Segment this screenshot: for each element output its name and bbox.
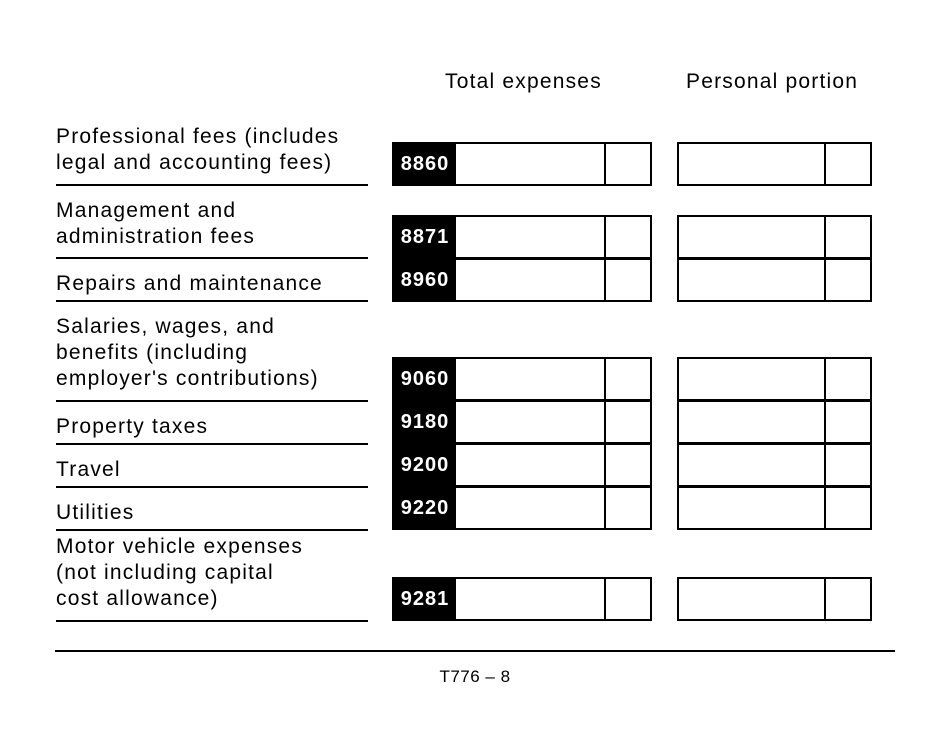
line-code-8960: 8960	[392, 258, 458, 302]
total-expenses-cents-field-9180[interactable]	[604, 400, 652, 444]
total-expenses-cents-field-8960[interactable]	[604, 258, 652, 302]
row-label-management-fees	[56, 198, 368, 259]
personal-portion-cents-field-8960[interactable]	[824, 258, 872, 302]
total-expenses-field-9200[interactable]	[456, 443, 606, 487]
line-code-9281: 9281	[392, 577, 458, 621]
total-expenses-field-9180[interactable]	[456, 400, 606, 444]
row-label-professional-fees	[56, 124, 368, 186]
personal-portion-field-8860[interactable]	[677, 142, 826, 186]
label-line: Motor vehicle expenses	[56, 535, 304, 558]
personal-portion-field-9220[interactable]	[677, 486, 826, 530]
page-number: T776 – 8	[439, 667, 511, 686]
label-line: Professional fees (includes	[56, 125, 340, 148]
personal-portion-field-9281[interactable]	[677, 577, 826, 621]
footer-divider	[55, 650, 895, 652]
total-expenses-field-8960[interactable]	[456, 258, 606, 302]
label-line: benefits (including	[56, 341, 249, 364]
total-expenses-cents-field-9220[interactable]	[604, 486, 652, 530]
line-code-8860: 8860	[392, 142, 458, 186]
personal-portion-cents-field-8871[interactable]	[824, 215, 872, 259]
label-line: Utilities	[56, 501, 135, 524]
label-line: Management and	[56, 199, 237, 222]
personal-portion-field-9180[interactable]	[677, 400, 826, 444]
label-line: Salaries, wages, and	[56, 315, 275, 338]
row-label-motor-vehicle	[56, 534, 368, 622]
total-expenses-field-9060[interactable]	[456, 357, 606, 401]
label-line: Property taxes	[56, 415, 209, 438]
personal-portion-field-8871[interactable]	[677, 215, 826, 259]
personal-portion-cents-field-9200[interactable]	[824, 443, 872, 487]
row-label-salaries-wages	[56, 314, 368, 402]
personal-portion-field-9200[interactable]	[677, 443, 826, 487]
personal-portion-cents-field-8860[interactable]	[824, 142, 872, 186]
label-line: employer's contributions)	[56, 367, 319, 390]
line-code-9200: 9200	[392, 443, 458, 487]
label-line: legal and accounting fees)	[56, 151, 333, 174]
label-line: Repairs and maintenance	[56, 272, 323, 295]
total-expenses-cents-field-9281[interactable]	[604, 577, 652, 621]
personal-portion-cents-field-9180[interactable]	[824, 400, 872, 444]
line-code-9060: 9060	[392, 357, 458, 401]
total-expenses-cents-field-9200[interactable]	[604, 443, 652, 487]
row-label-travel	[56, 457, 368, 488]
label-line: administration fees	[56, 225, 256, 248]
line-code-8871: 8871	[392, 215, 458, 259]
total-expenses-cents-field-9060[interactable]	[604, 357, 652, 401]
row-label-utilities	[56, 500, 368, 531]
total-expenses-field-9220[interactable]	[456, 486, 606, 530]
personal-portion-cents-field-9220[interactable]	[824, 486, 872, 530]
total-expenses-cents-field-8871[interactable]	[604, 215, 652, 259]
column-header-total-expenses: Total expenses	[445, 70, 602, 93]
label-line: cost allowance)	[56, 587, 219, 610]
personal-portion-cents-field-9281[interactable]	[824, 577, 872, 621]
label-line: Travel	[56, 458, 121, 481]
column-header-personal-portion: Personal portion	[686, 70, 859, 93]
personal-portion-field-9060[interactable]	[677, 357, 826, 401]
label-line: (not including capital	[56, 561, 274, 584]
total-expenses-field-9281[interactable]	[456, 577, 606, 621]
row-label-property-taxes	[56, 414, 368, 445]
personal-portion-field-8960[interactable]	[677, 258, 826, 302]
total-expenses-cents-field-8860[interactable]	[604, 142, 652, 186]
personal-portion-cents-field-9060[interactable]	[824, 357, 872, 401]
line-code-9220: 9220	[392, 486, 458, 530]
total-expenses-field-8860[interactable]	[456, 142, 606, 186]
total-expenses-field-8871[interactable]	[456, 215, 606, 259]
row-label-repairs-maintenance	[56, 271, 368, 302]
line-code-9180: 9180	[392, 400, 458, 444]
